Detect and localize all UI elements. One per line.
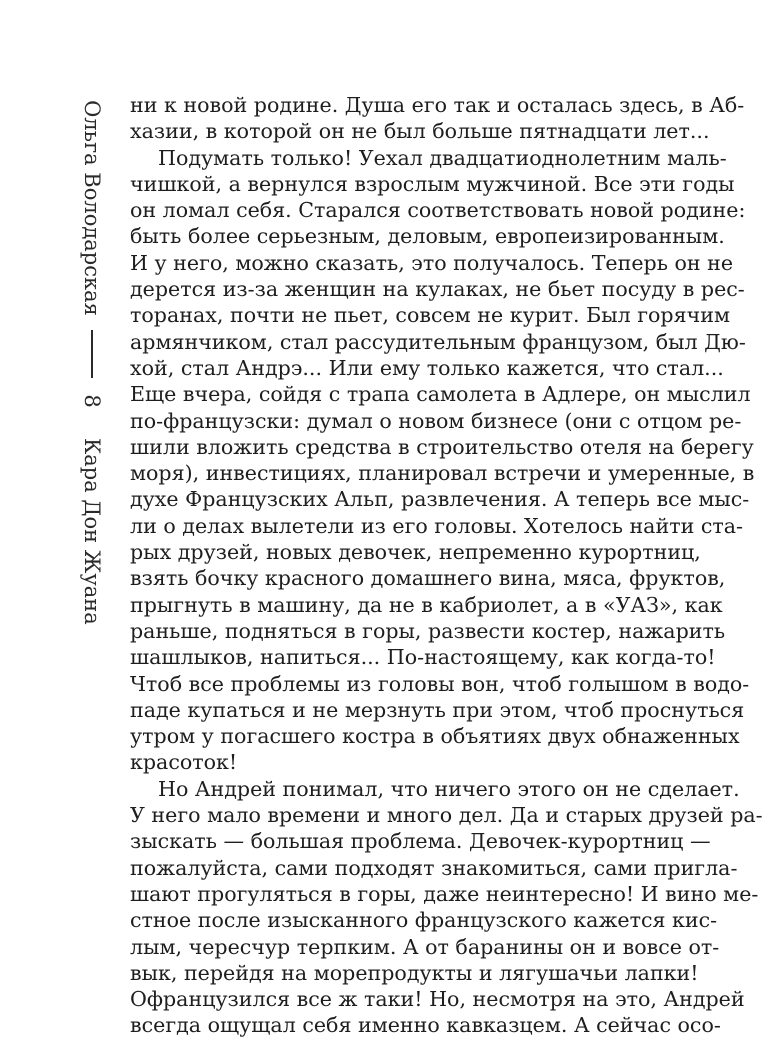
text-line: дерется из-за женщин на кулаках, не бьет посуду в рес- xyxy=(130,277,745,302)
text-line: торанах, почти не пьет, совсем не курит. Был горячим xyxy=(130,303,730,328)
text-line: прыгнуть в машину, да не в кабриолет, а в «УАЗ», как xyxy=(130,592,723,617)
text-line: утром у погасшего костра в объятиях двух обнаженных xyxy=(130,724,740,749)
text-line: раньше, подняться в горы, развести костер, нажарить xyxy=(130,618,726,643)
text-line: духе Французских Альп, развлечения. А теперь все мыс- xyxy=(130,487,750,512)
text-line: шашлыков, напиться... По-настоящему, как когда-то! xyxy=(130,645,716,670)
text-line: вык, перейдя на морепродукты и лягушачьи лапки! xyxy=(130,960,699,985)
text-line: хазии, в которой он не был больше пятнадцати лет... xyxy=(130,119,710,144)
text-line: И у него, можно сказать, это получалось. Теперь он не xyxy=(130,250,734,275)
text-line: по-французски: думал о новом бизнесе (они с отцом ре- xyxy=(130,408,742,433)
text-line: Подумать только! Уехал двадцатиоднолетним маль- xyxy=(158,145,727,170)
running-header xyxy=(72,92,112,682)
author-name: Ольга Володарская xyxy=(80,100,104,316)
text-line: взять бочку красного домашнего вина, мяса, фруктов, xyxy=(130,566,726,591)
text-line: красоток! xyxy=(130,750,238,775)
text-line: Офранцузился все ж таки! Но, несмотря на это, Андрей xyxy=(130,987,745,1012)
text-line: шают прогуляться в горы, даже неинтересно! И вино ме- xyxy=(130,881,759,906)
text-line: моря), инвестициях, планировал встречи и умеренные, в xyxy=(130,461,755,486)
text-line: Чтоб все проблемы из головы вон, чтоб голышом в водо- xyxy=(130,671,750,696)
text-line: Но Андрей понимал, что ничего этого он не сделает. xyxy=(158,776,740,801)
text-line: пожалуйста, сами подходят знакомиться, сами пригла- xyxy=(130,855,738,880)
text-line: стное после изысканного французского кажется кис- xyxy=(130,908,718,933)
text-line: шили вложить средства в строительство отеля на берегу xyxy=(130,434,754,459)
page-body-text xyxy=(130,92,763,1039)
text-line: хой, стал Андрэ... Или ему только кажется, что стал... xyxy=(130,355,724,380)
text-line: Еще вчера, сойдя с трапа самолета в Адлере, он мыслил xyxy=(130,382,751,407)
text-line: лым, чересчур терпким. А от баранины он и вовсе от- xyxy=(130,934,720,959)
text-line: ли о делах вылетели из его головы. Хотелось найти ста- xyxy=(130,513,744,538)
text-line: У него мало времени и много дел. Да и старых друзей ра- xyxy=(130,803,763,828)
page-number: 8 xyxy=(80,394,104,408)
text-line: зыскать — большая проблема. Девочек-курортниц — xyxy=(130,829,711,854)
text-line: армянчиком, стал рассудительным французом, был Дю- xyxy=(130,329,746,354)
text-line: всегда ощущал себя именно кавказцем. А сейчас осо- xyxy=(130,1013,721,1038)
text-line: ни к новой родине. Душа его так и осталась здесь, в Аб- xyxy=(130,93,745,117)
book-title: Кара Дон Жуана xyxy=(80,438,104,625)
text-line: чишкой, а вернулся взрослым мужчиной. Все эти годы xyxy=(130,171,735,196)
text-line: паде купаться и не мерзнуть при этом, чтоб проснуться xyxy=(130,697,745,722)
text-line: рых друзей, новых девочек, непременно курортниц, xyxy=(130,540,701,565)
running-header-rotated xyxy=(72,92,112,682)
text-line: он ломал себя. Старался соответствовать новой родине: xyxy=(130,198,746,223)
text-line: быть более серьезным, деловым, европеизированным. xyxy=(130,224,725,249)
header-divider xyxy=(91,330,93,378)
